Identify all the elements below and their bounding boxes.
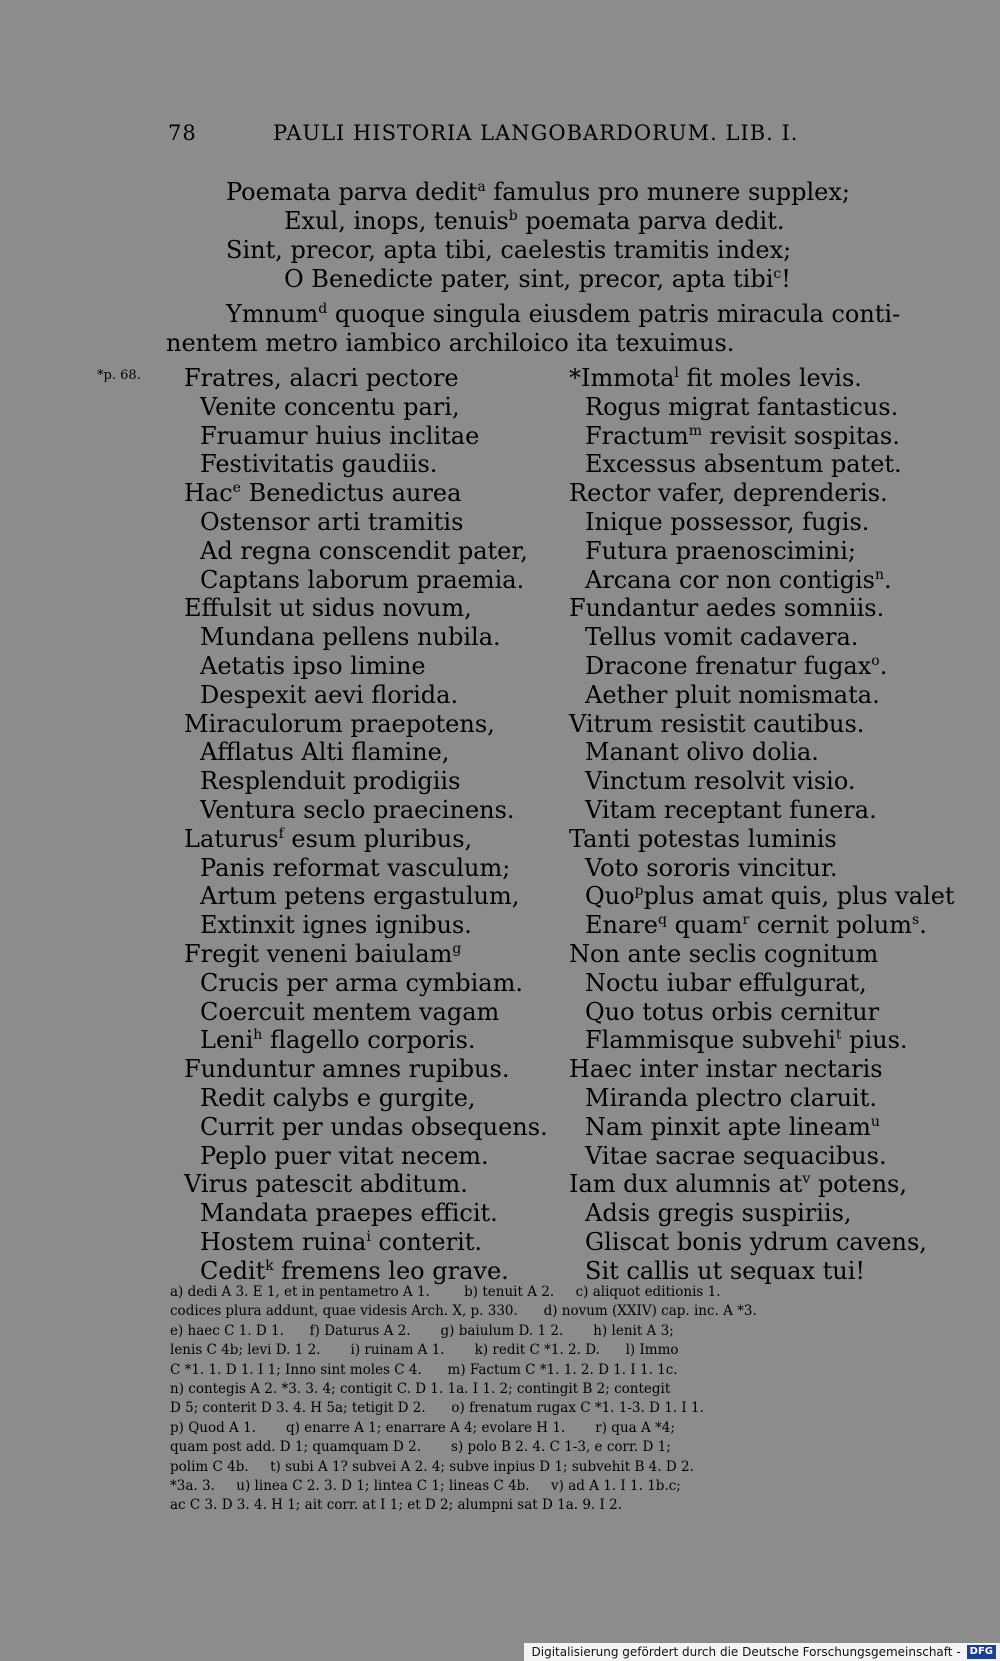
hymn-line: Cedit$^k$ fremens leo grave.: [200, 1256, 509, 1285]
footnote-line: C *1. 1. D 1. I 1; Inno sint moles C 4. m) Factum C *1. 1. 2. D 1. I 1. 1c.: [170, 1361, 678, 1378]
hymn-line: Leni$^h$ flagello corporis.: [200, 1026, 476, 1055]
hymn-line: *Immota$^l$ fit moles levis.: [569, 364, 862, 392]
hymn-line: Panis reformat vasculum;: [200, 853, 511, 882]
footnote-line: p) Quod A 1. q) enarre A 1; enarrare A 4; evolare H 1. r) qua A *4;: [170, 1419, 675, 1436]
hymn-line: Nam pinxit apte lineam$^u$: [585, 1112, 880, 1141]
hymn-line: Fundantur aedes somniis.: [569, 594, 885, 623]
hymn-line: Afflatus Alti flamine,: [200, 738, 450, 767]
hymn-line: Non ante seclis cognitum: [569, 939, 879, 968]
hymn-line: Laturus$^f$ esum pluribus,: [184, 824, 473, 853]
hymn-line: Voto sororis vincitur.: [585, 853, 838, 882]
hymn-line: Ventura seclo praecinens.: [200, 795, 515, 824]
footnote-line: D 5; conterit D 3. 4. H 5a; tetigit D 2. o) frenatum rugax C *1. 1-3. D 1. I 1.: [170, 1400, 704, 1417]
hymn-line: Vitam receptant funera.: [585, 795, 877, 824]
footnote-line: *3a. 3. u) linea C 2. 3. D 1; lintea C 1; lineas C 4b. v) ad A 1. I 1. 1b.c;: [170, 1478, 681, 1495]
hymn-line: Vitrum resistit cautibus.: [569, 709, 865, 738]
poem-line: O Benedicte pater, sint, precor, apta tibi$^c$!: [284, 265, 791, 293]
hymn-line: Fruamur huius inclitae: [200, 421, 480, 450]
hymn-line: Mundana pellens nubila.: [200, 623, 501, 652]
hymn-line: Gliscat bonis ydrum cavens,: [585, 1227, 927, 1256]
credit-text: Digitalisierung gefördert durch die Deutsche Forschungsgemeinschaft -: [531, 1645, 961, 1659]
hymn-line: Artum petens ergastulum,: [200, 882, 520, 911]
digitization-credit-bar: [524, 1643, 1000, 1661]
hymn-line: Hostem ruina$^i$ conterit.: [200, 1227, 483, 1256]
hymn-line: Fractum$^m$ revisit sospitas.: [585, 421, 900, 450]
hymn-line: Mandata praepes efficit.: [200, 1199, 498, 1228]
hymn-line: Ad regna conscendit pater,: [200, 536, 528, 565]
hymn-line: Adsis gregis suspiriis,: [585, 1199, 852, 1228]
hymn-line: Effulsit ut sidus novum,: [184, 594, 472, 623]
hymn-line: Despexit aevi florida.: [200, 680, 459, 709]
hymn-line: Fratres, alacri pectore: [184, 364, 459, 392]
footnote-line: n) contegis A 2. *3. 3. 4; contigit C. D 1. 1a. I 1. 2; contingit B 2; contegit: [170, 1381, 671, 1398]
hymn-line: Crucis per arma cymbiam.: [200, 968, 523, 997]
hymn-line: Fregit veneni baiulam$^g$: [184, 939, 462, 968]
footnote-line: e) haec C 1. D 1. f) Daturus A 2. g) baiulum D. 1 2. h) lenit A 3;: [170, 1322, 674, 1339]
hymn-line: Flammisque subvehi$^t$ pius.: [585, 1026, 908, 1055]
hymn-line: Funduntur amnes rupibus.: [184, 1055, 510, 1084]
hymn-line: Captans laborum praemia.: [200, 565, 525, 594]
hymn-line: Miranda plectro claruit.: [585, 1083, 877, 1112]
hymn-line: Tanti potestas luminis: [569, 824, 837, 853]
footnote-line: codices plura addunt, quae videsis Arch. X, p. 330. d) novum (XXIV) cap. inc. A *3.: [170, 1303, 757, 1320]
hymn-line: Noctu iubar effulgurat,: [585, 968, 867, 997]
hymn-line: Virus patescit abditum.: [184, 1170, 468, 1199]
hymn-right-column: [569, 364, 955, 1286]
poem-line: Sint, precor, apta tibi, caelestis tramitis index;: [226, 236, 792, 264]
hymn-line: Manant olivo dolia.: [585, 738, 819, 767]
hymn-line: Festivitatis gaudiis.: [200, 450, 438, 479]
footnote-line: a) dedi A 3. E 1, et in pentametro A 1. b) tenuit A 2. c) aliquot editionis 1.: [170, 1284, 721, 1300]
poem-line: Poemata parva dedit$^a$ famulus pro munere supplex;: [226, 178, 850, 206]
hymn-line: Currit per undas obsequens.: [200, 1112, 548, 1141]
footnote-line: ac C 3. D 3. 4. H 1; ait corr. at I 1; et D 2; alumpni sat D 1a. 9. I 2.: [170, 1497, 622, 1514]
hymn-line: Iam dux alumnis $at^v$ potens,: [569, 1170, 908, 1199]
hymn-line: Venite concentu pari,: [200, 392, 460, 421]
footnote-line: lenis C 4b; levi D. 1 2. i) ruinam A 1. k) redit C *1. 2. D. l) Immo: [170, 1342, 679, 1359]
hymn-line: Vinctum resolvit visio.: [585, 767, 856, 796]
hymn-line: Resplenduit prodigiis: [200, 767, 461, 796]
hymn-line: Redit calybs e gurgite,: [200, 1083, 476, 1112]
hymn-line: Dracone frenatur fugax$^o$.: [585, 651, 888, 680]
hymn-line: Futura praenoscimini;: [585, 536, 856, 565]
hymn-left-column: [184, 364, 554, 1286]
footnotes: [170, 1283, 940, 1516]
hymn-line: Enare$^q$ quam$^r$ cernit polum$^s$.: [585, 911, 927, 940]
running-title: PAULI HISTORIA LANGOBARDORUM. LIB. I.: [273, 121, 799, 145]
dfg-logo: DFG: [967, 1645, 996, 1659]
page-number: 78: [168, 121, 197, 145]
hymn-line: Hac$^e$ Benedictus aurea: [184, 479, 462, 508]
hymn-line: Extinxit ignes ignibus.: [200, 911, 472, 940]
hymn-line: Inique possessor, fugis.: [585, 507, 870, 536]
margin-page-reference: *p. 68.: [97, 368, 141, 383]
hymn-line: Vitae sacrae sequacibus.: [585, 1141, 887, 1170]
hymn-line: Miraculorum praepotens,: [184, 709, 495, 738]
hymn-line: Quo totus orbis cernitur: [585, 997, 880, 1026]
hymn-line: Aether pluit nomismata.: [585, 680, 880, 709]
hymn-line: Sit callis ut sequax tui!: [585, 1256, 866, 1285]
hymn-line: Rector vafer, deprenderis.: [569, 479, 888, 508]
footnote-line: quam post add. D 1; quamquam D 2. s) polo B 2. 4. C 1-3, e corr. D 1;: [170, 1439, 671, 1456]
hymn-line: Rogus migrat fantasticus.: [585, 392, 899, 421]
dedication-poem: [226, 178, 866, 294]
hymn-line: Ostensor arti tramitis: [200, 507, 464, 536]
footnote-line: polim C 4b. t) subi A 1? subvei A 2. 4; subve inpius D 1; subvehit B 4. D 2.: [170, 1458, 694, 1475]
hymn-line: Quo$^p$plus amat quis, plus valet: [585, 882, 955, 911]
hymn-line: Coercuit mentem vagam: [200, 997, 500, 1026]
hymn-line: Tellus vomit cadavera.: [585, 623, 859, 652]
hymn-line: Haec inter instar nectaris: [569, 1055, 883, 1084]
hymn-line: Peplo puer vitat necem.: [200, 1141, 489, 1170]
poem-line: Exul, inops, tenuis$^b$ poemata parva dedit.: [284, 207, 785, 235]
hymn-line: Aetatis ipso limine: [200, 651, 426, 680]
hymn-line: Arcana cor non contigis$^n$.: [585, 565, 892, 594]
hymn-introduction: Ymnum$^d$ quoque singula eiusdem patris miracula conti- nentem metro iambico archiloico ita texuimus.: [166, 300, 901, 357]
hymn-line: Excessus absentum patet.: [585, 450, 902, 479]
